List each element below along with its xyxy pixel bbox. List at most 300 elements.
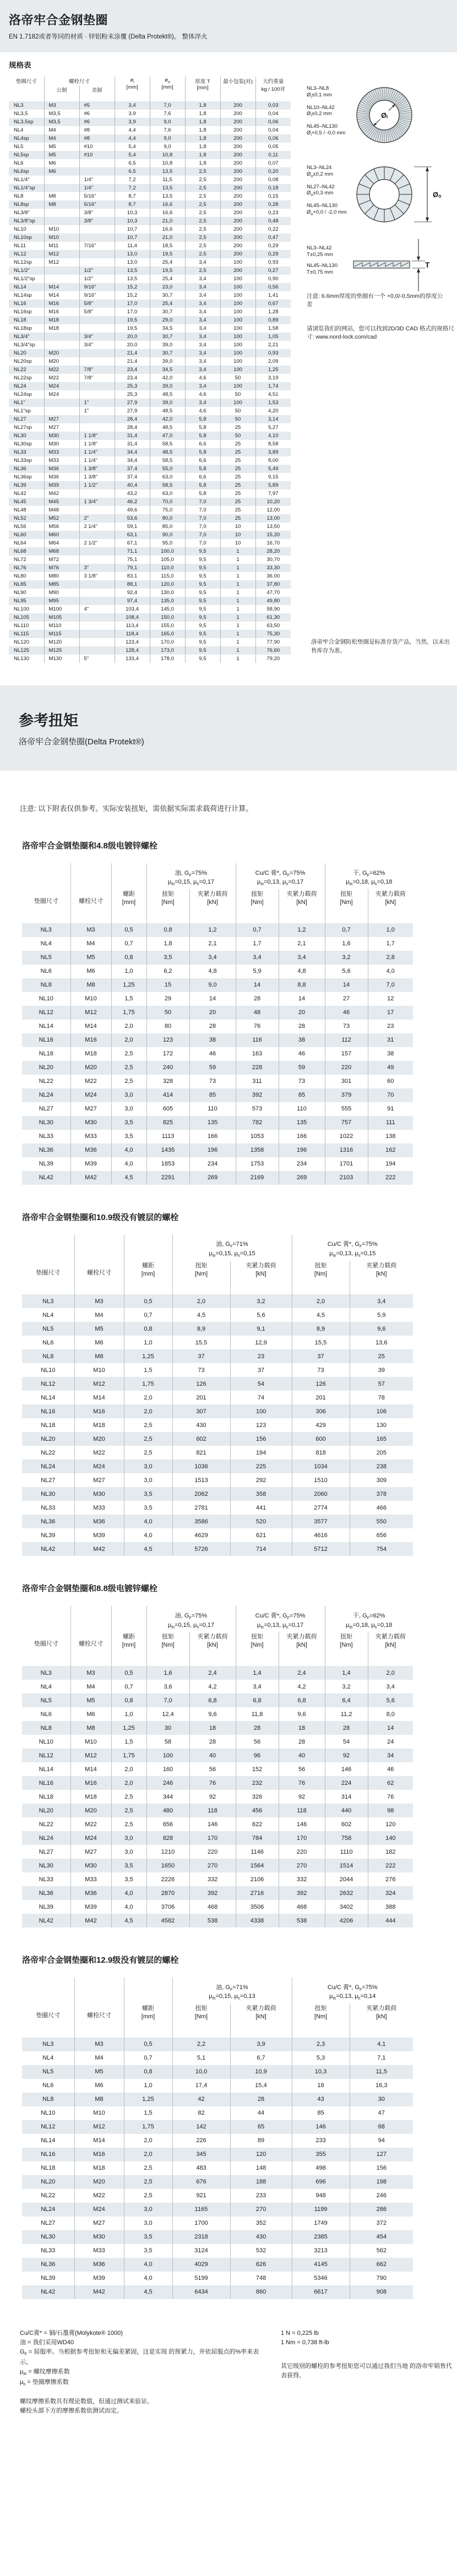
table-cell: NL12 [39, 1752, 53, 1759]
table-cell: 9,5 [185, 638, 220, 646]
table-cell: 3,2 [325, 1680, 368, 1693]
table-cell: NL95 [14, 598, 26, 604]
table-cell: 0,05 [255, 143, 291, 151]
table-cell: 292 [230, 1473, 292, 1487]
table-cell: NL64 [14, 540, 26, 546]
tolerance-value: $Ø_o\pm 0,3$ mm [307, 190, 334, 198]
table-cell: 30 [350, 2093, 413, 2106]
table-row [9, 341, 291, 349]
tolerance-entry [307, 245, 352, 258]
table-cell: 47 [350, 2106, 413, 2120]
table-cell: 73 [172, 1363, 230, 1377]
thickness-label: T [425, 260, 430, 269]
table-cell: M20 [44, 349, 79, 357]
table-cell: 5,4 [115, 151, 150, 159]
table-cell: NL20 [39, 1064, 53, 1071]
table-cell: 1 [220, 613, 255, 622]
table-cell: 3,5 [124, 2244, 172, 2258]
table-row [9, 143, 291, 151]
table-cell [44, 333, 79, 341]
table-cell: 4,0 [111, 1886, 146, 1900]
table-cell: 0,7 [124, 2051, 172, 2065]
col-clamp-load: 夹紧力载荷 [kN] [279, 1632, 325, 1666]
table-cell: 48,5 [150, 390, 185, 399]
group-oil: 油, $G_F=71\%$ $\mu_{th}=0,15$, $\mu_h=0,15$ [172, 1235, 292, 1261]
table-cell: M18 [74, 1418, 124, 1432]
table-cell: NL42 [41, 2289, 56, 2296]
table-cell: 4,5 [124, 1542, 172, 1556]
table-cell: 4,8 [189, 965, 236, 978]
table-cell: 25 [220, 448, 255, 456]
table-cell: 23 [368, 1020, 413, 1033]
table-cell: 25 [220, 440, 255, 448]
torque-table-head [22, 863, 413, 923]
table-cell: 498 [292, 2161, 350, 2175]
table-cell: 4,0 [111, 1143, 146, 1157]
table-cell: 4145 [292, 2258, 350, 2272]
table-row [22, 1666, 413, 1680]
table-cell: 8,00 [255, 456, 291, 465]
table-cell: M3 [70, 923, 111, 937]
table-cell: 2318 [172, 2230, 230, 2244]
table-cell [79, 390, 115, 399]
page-title: 洛帝牢合金钢垫圈 [9, 13, 108, 27]
table-cell: 440 [325, 1804, 368, 1817]
table-cell: NL6 [40, 968, 52, 975]
table-cell: 115,0 [150, 572, 185, 580]
table-cell: NL18 [39, 1050, 53, 1058]
table-cell: 0,8 [124, 2065, 172, 2079]
table-cell: 5/8" [79, 308, 115, 316]
table-cell: M56 [44, 522, 79, 531]
table-cell: 1,0 [111, 965, 146, 978]
table-cell: 10,3 [115, 209, 150, 217]
table-cell: 100 [146, 1749, 189, 1762]
table-cell: NL24 [41, 2206, 56, 2213]
table-cell: 4,20 [255, 407, 291, 415]
table-cell [79, 638, 115, 646]
table-cell: M24 [70, 1088, 111, 1102]
table-cell: 14 [279, 992, 325, 1006]
table-cell: 5" [79, 655, 115, 663]
table-cell: 3,9 [230, 2038, 292, 2051]
group-dry: 干, $G_F=62\%$ $\mu_{th}=0,18$, $\mu_h=0,18$ [325, 863, 413, 889]
table-cell: 145,0 [150, 605, 185, 613]
table-cell: 5,8 [185, 415, 220, 423]
table-cell: 2,0 [111, 1762, 146, 1776]
table-cell: NL30 [14, 433, 26, 439]
table-cell: 21,4 [115, 357, 150, 366]
table-cell: 201 [292, 1391, 350, 1404]
table-cell: M130 [44, 655, 79, 663]
table-cell: 1853 [146, 1157, 189, 1171]
table-row [22, 2203, 413, 2216]
table-cell: 13,0 [115, 250, 150, 258]
table-cell: 860 [230, 2285, 292, 2299]
table-cell: 602 [325, 1817, 368, 1831]
table-cell: 3,5 [146, 951, 189, 965]
table-cell: 68 [350, 2120, 413, 2134]
table-cell: M33 [70, 1130, 111, 1143]
table-cell: 37,4 [115, 473, 150, 481]
table-cell: 123 [230, 1418, 292, 1432]
table-cell: NL27 [39, 1105, 53, 1113]
table-cell: 100 [220, 382, 255, 390]
table-cell: 58,5 [150, 440, 185, 448]
table-cell [79, 316, 115, 324]
col-torque: 扭矩 [Nm] [236, 1632, 279, 1666]
col-clamp-load: 夹紧力载荷 [kN] [189, 889, 236, 923]
table-cell: 11,2 [325, 1707, 368, 1721]
table-cell: 106 [350, 1404, 413, 1418]
table-cell: 42 [172, 2093, 230, 2106]
table-cell: NL18 [41, 1422, 56, 1429]
table-cell: 3,4 [236, 1680, 279, 1693]
table-cell: 28 [189, 1020, 236, 1033]
table-cell: 13,50 [255, 522, 291, 531]
table-cell: 6,5 [115, 167, 150, 176]
table-cell: 754 [350, 1542, 413, 1556]
col-washer-size: 垫圈尺寸 [34, 1641, 58, 1648]
table-cell: 200 [220, 233, 255, 242]
table-cell: NL14sp [14, 292, 32, 298]
table-cell: 17 [368, 1006, 413, 1020]
table-cell: 2226 [146, 1872, 189, 1886]
table-cell [44, 407, 79, 415]
table-cell: 0,06 [255, 134, 291, 143]
table-row [22, 1102, 413, 1116]
table-cell: 6,6 [185, 456, 220, 465]
table-cell: 3,0 [111, 1102, 146, 1116]
table-cell: 85 [189, 1088, 236, 1102]
table-cell: 2,2 [172, 2038, 230, 2051]
table-cell: 2,8 [368, 951, 413, 965]
table-row [22, 923, 413, 937]
table-cell: 37 [230, 1363, 292, 1377]
table-cell: 388 [368, 1900, 413, 1914]
table-cell: M42 [44, 489, 79, 498]
table-cell: 2 1/4" [79, 522, 115, 531]
table-cell: 5,9 [236, 965, 279, 978]
table-cell [44, 266, 79, 275]
table-cell: 13,6 [350, 1336, 413, 1349]
table-cell: 4,5 [124, 2285, 172, 2299]
table-cell: 0,8 [111, 1693, 146, 1707]
col-torque: 扭矩 [Nm] [325, 1632, 368, 1666]
table-cell: M3 [74, 2038, 124, 2051]
table-cell [79, 349, 115, 357]
table-cell: NL33 [41, 2247, 56, 2254]
table-row [9, 489, 291, 498]
table-cell: M12 [44, 258, 79, 266]
table-cell: 4,5 [111, 1171, 146, 1185]
table-cell: M3,5 [44, 110, 79, 118]
table-cell: NL33 [39, 1133, 53, 1140]
table-cell: 270 [230, 2203, 292, 2216]
table-cell [44, 209, 79, 217]
table-cell: 9,6 [350, 1322, 413, 1336]
table-row [22, 937, 413, 951]
table-cell: 10,3 [292, 2065, 350, 2079]
table-cell: 2,0 [124, 2134, 172, 2148]
table-cell [79, 506, 115, 514]
table-cell [44, 184, 79, 192]
table-cell: 234 [279, 1157, 325, 1171]
table-cell: 146 [325, 1762, 368, 1776]
table-cell: M39 [70, 1900, 111, 1914]
table-cell: M80 [44, 572, 79, 580]
table-cell: 538 [279, 1914, 325, 1927]
table-cell: 0,22 [255, 225, 291, 233]
table-cell: 2,5 [124, 2175, 172, 2189]
table-cell: 7,0 [185, 539, 220, 547]
table-cell: 818 [292, 1446, 350, 1459]
thickness-tolerance-note: 注意: 6.6mm厚度的垫圈有一个 +0,0/-0,5mm的厚度公差 [307, 293, 443, 308]
table-cell: 3,4 [115, 101, 150, 110]
table-cell: 194 [230, 1446, 292, 1459]
table-cell: 146 [189, 1817, 236, 1831]
table-row [9, 481, 291, 489]
table-cell: 30,7 [150, 291, 185, 299]
table-cell: 47,70 [255, 589, 291, 597]
spec-table-head [9, 77, 291, 101]
table-row [22, 2285, 413, 2299]
table-cell [44, 399, 79, 407]
table-cell: 39,0 [150, 399, 185, 407]
table-cell: 2,0 [111, 1776, 146, 1790]
torque-table-title: 洛帝牢合金钢垫圈和10.9级没有镀层的螺栓 [22, 1212, 179, 1222]
table-cell: 0,7 [124, 1308, 172, 1322]
table-cell: 28,20 [255, 547, 291, 555]
table-cell: NL12 [41, 1380, 56, 1387]
text-line: $\mu_{th}$ = 螺纹摩擦系数 [20, 2368, 70, 2377]
table-cell: 9,0 [150, 118, 185, 126]
tolerance-entry [307, 85, 352, 100]
table-cell: 0,7 [236, 923, 279, 937]
table-cell: NL42 [14, 491, 26, 497]
table-cell: NL24 [39, 1092, 53, 1099]
table-row [22, 1914, 413, 1927]
table-cell: 25,4 [150, 275, 185, 283]
table-cell: 656 [350, 1528, 413, 1542]
arrowhead [417, 257, 420, 261]
table-cell: 14 [236, 978, 279, 992]
table-row [22, 1859, 413, 1872]
outer-diameter-label: Øₒ [433, 190, 442, 199]
table-cell: 372 [350, 2216, 413, 2230]
table-cell: 10,8 [150, 159, 185, 167]
table-row [9, 655, 291, 663]
table-cell: NL100 [14, 606, 29, 612]
table-cell: 3586 [172, 1515, 230, 1528]
table-cell: NL18 [41, 2165, 56, 2172]
table-cell: 1 [220, 597, 255, 605]
table-cell: M18 [44, 316, 79, 324]
table-cell: 10 [220, 531, 255, 539]
table-cell: 157 [325, 1047, 368, 1061]
table-cell: 1,8 [185, 118, 220, 126]
table-cell: 50 [146, 1006, 189, 1020]
table-cell: 9,5 [185, 589, 220, 597]
table-cell: M100 [44, 605, 79, 613]
footnotes-right-column [281, 2329, 457, 2416]
table-cell: 3,4 [185, 275, 220, 283]
table-cell: NL39 [41, 2275, 56, 2282]
table-cell: 8,8 [279, 978, 325, 992]
table-row [9, 613, 291, 622]
table-row [9, 126, 291, 134]
table-cell: 25,3 [115, 390, 150, 399]
table-cell: 0,03 [255, 101, 291, 110]
table-cell: M8 [44, 192, 79, 200]
table-cell: 4,8 [279, 965, 325, 978]
table-cell: 200 [220, 217, 255, 225]
table-cell: M39 [44, 481, 79, 489]
table-cell [79, 357, 115, 366]
table-cell: 18,5 [150, 242, 185, 250]
table-cell: 13,5 [150, 184, 185, 192]
table-cell: 92 [325, 1749, 368, 1762]
table-cell: 4616 [292, 1528, 350, 1542]
col-weight-label: 大约重量 [263, 79, 284, 85]
table-cell: 1,75 [124, 1377, 172, 1391]
table-cell: 29 [146, 992, 189, 1006]
table-cell: NL3 [40, 1669, 52, 1676]
table-row [22, 1749, 413, 1762]
table-cell: 9,0 [150, 134, 185, 143]
table-row [9, 580, 291, 589]
table-cell: 5,8 [185, 489, 220, 498]
table-cell: 6,6 [185, 473, 220, 481]
table-cell: 2,21 [255, 341, 291, 349]
table-cell: 2,5 [124, 1418, 172, 1432]
table-cell: 222 [368, 1171, 413, 1185]
table-cell: 23 [230, 1349, 292, 1363]
table-cell: NL6 [42, 2082, 54, 2089]
spacer [22, 1606, 70, 1632]
table-cell: NL48 [14, 507, 26, 513]
table-cell: 8,9 [172, 1322, 230, 1336]
footnotes-left-column [20, 2329, 262, 2416]
table-cell: 3,9 [115, 118, 150, 126]
table-cell [79, 613, 115, 622]
table-cell: 825 [146, 1116, 189, 1130]
table-cell: NL3/8" [14, 210, 30, 216]
tolerance-range: NL10–NL42 [307, 104, 335, 111]
table-cell: NL1" [14, 400, 25, 406]
table-cell: NL72 [14, 557, 26, 563]
table-cell: 43,2 [115, 489, 150, 498]
table-cell: M105 [44, 613, 79, 622]
table-cell: M24 [74, 2203, 124, 2216]
table-cell: 3,4 [185, 316, 220, 324]
table-cell: M48 [44, 506, 79, 514]
table-cell: 621 [230, 1528, 292, 1542]
table-cell: M30 [74, 2230, 124, 2244]
table-cell: NL6 [14, 160, 24, 166]
table-cell: 1 1/4" [79, 456, 115, 465]
table-cell: 2,5 [124, 1446, 172, 1459]
col-bolt-size: 螺栓尺寸 [44, 77, 115, 85]
spacer [281, 2348, 457, 2356]
table-cell: 7,0 [368, 978, 413, 992]
table-cell: 30,7 [150, 333, 185, 341]
col-min-pack: 最小包装(对) [220, 77, 255, 101]
table-cell: 14 [325, 978, 368, 992]
table-cell: 392 [236, 1088, 279, 1102]
table-row [22, 2161, 413, 2175]
table-cell: 1,53 [255, 399, 291, 407]
table-cell: 14 [189, 992, 236, 1006]
torque-table-10-9 [22, 1235, 413, 1556]
table-cell: 200 [220, 209, 255, 217]
table-cell: 165,0 [150, 630, 185, 638]
table-cell: 379 [325, 1088, 368, 1102]
table-cell: 233 [230, 2189, 292, 2203]
tolerance-value: $Ø_o\pm 0,2$ mm [307, 171, 334, 178]
table-cell: 414 [146, 1088, 189, 1102]
table-cell: 2,5 [111, 1075, 146, 1088]
table-cell: 3,5 [111, 1130, 146, 1143]
table-cell: 1,4 [236, 1666, 279, 1680]
table-row [22, 1501, 413, 1515]
table-cell: 3,0 [111, 1831, 146, 1845]
table-cell: 77,90 [255, 638, 291, 646]
table-cell: M72 [44, 555, 79, 564]
table-cell: 7/16" [79, 242, 115, 250]
table-row [9, 316, 291, 324]
table-cell: NL14 [14, 284, 26, 290]
table-cell: 25 [220, 489, 255, 498]
table-cell: 790 [350, 2272, 413, 2285]
spacer [22, 863, 70, 889]
table-cell: 269 [279, 1171, 325, 1185]
table-cell: 4,6 [185, 374, 220, 382]
table-cell: 2,5 [111, 1804, 146, 1817]
table-cell: #6 [79, 118, 115, 126]
table-cell: NL8 [40, 982, 52, 989]
table-cell: 0,23 [255, 209, 291, 217]
table-row [22, 1006, 413, 1020]
table-row [9, 473, 291, 481]
table-row [9, 638, 291, 646]
table-cell: 9,5 [185, 605, 220, 613]
table-cell: 232 [236, 1776, 279, 1790]
table-cell: 0,20 [255, 167, 291, 176]
table-cell: 0,90 [255, 275, 291, 283]
table-cell: 1 1/4" [79, 448, 115, 456]
table-cell: 56 [279, 1762, 325, 1776]
table-cell: 200 [220, 184, 255, 192]
table-row [22, 2175, 413, 2189]
table-cell: 1700 [172, 2216, 230, 2230]
table-cell: M110 [44, 622, 79, 630]
table-cell: 622 [236, 1817, 279, 1831]
table-cell: 1,8 [185, 126, 220, 134]
table-cell: 76 [279, 1776, 325, 1790]
torque-table-head [22, 1978, 413, 2038]
table-cell: NL27sp [14, 424, 32, 431]
table-cell: 9,6 [279, 1707, 325, 1721]
table-cell: 696 [292, 2175, 350, 2189]
spec-table [9, 77, 291, 663]
table-cell: 42,0 [150, 374, 185, 382]
table-cell: 2,5 [111, 1790, 146, 1804]
table-cell [79, 324, 115, 333]
table-cell: NL68 [14, 548, 26, 554]
table-cell: 173,0 [150, 646, 185, 655]
table-cell: 468 [279, 1900, 325, 1914]
